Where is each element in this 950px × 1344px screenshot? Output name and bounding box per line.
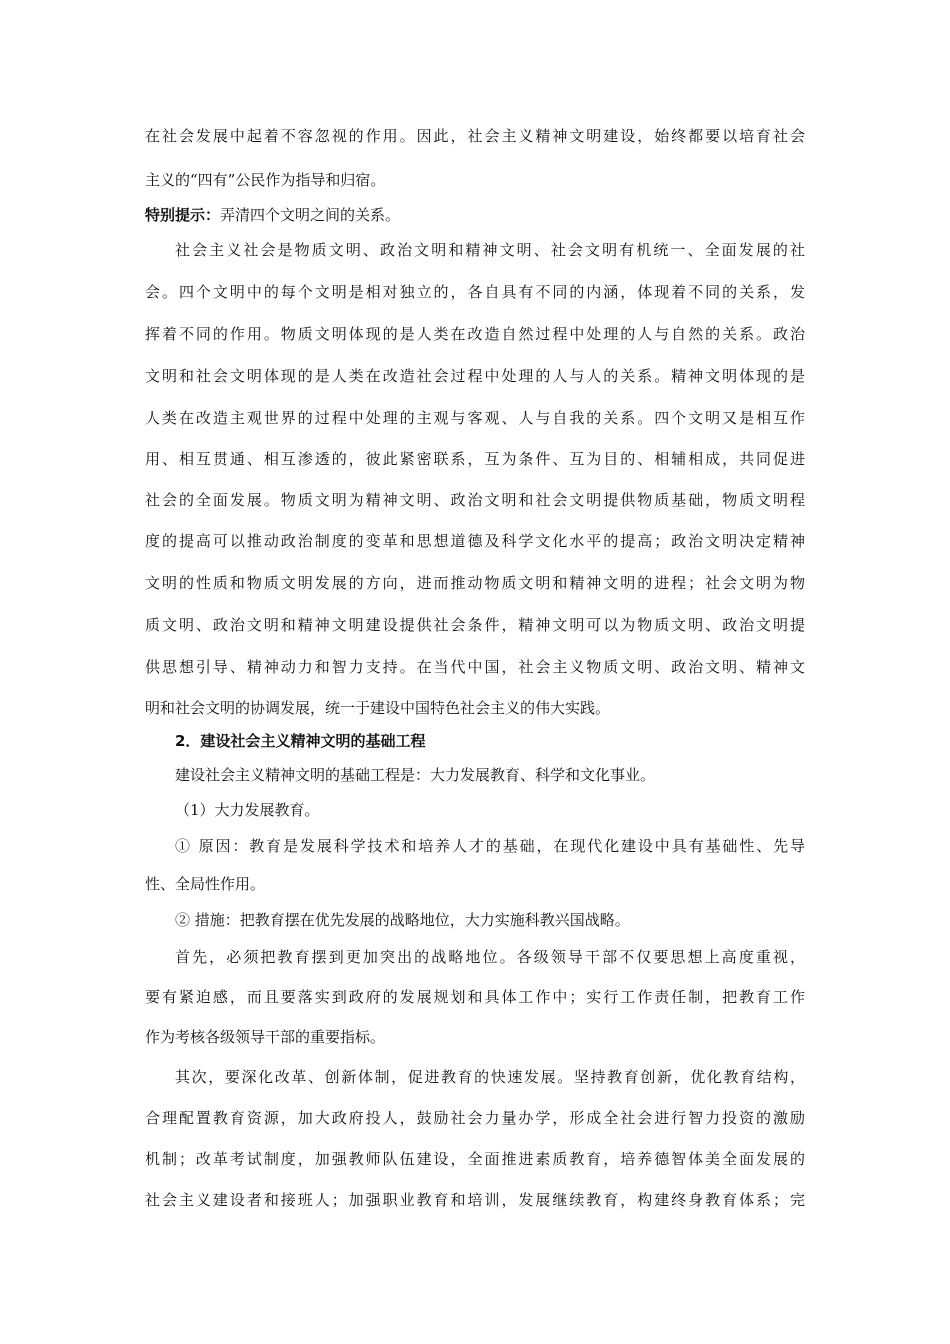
paragraph-line: 供思想引导、精神动力和智力支持。在当代中国，社会主义物质文明、政治文明、精神文: [145, 658, 805, 676]
paragraph-line: 社会主义建设者和接班人；加强职业教育和培训，发展继续教育，构建终身教育体系；完: [145, 1191, 805, 1209]
paragraph-line: 挥着不同的作用。物质文明体现的是人类在改造自然过程中处理的人与自然的关系。政治: [145, 325, 805, 343]
paragraph-line: 社会主义社会是物质文明、政治文明和精神文明、社会文明有机统一、全面发展的社: [175, 241, 805, 259]
paragraph-line: 建设社会主义精神文明的基础工程是：大力发展教育、科学和文化事业。: [175, 766, 656, 784]
paragraph-line: 明和社会文明的协调发展，统一于建设中国特色社会主义的伟大实践。: [145, 699, 611, 717]
paragraph-line: 用、相互贯通、相互渗透的，彼此紧密联系，互为条件、互为目的、相辅相成，共同促进: [145, 450, 805, 468]
paragraph-line: 人类在改造主观世界的过程中处理的主观与客观、人与自我的关系。四个文明又是相互作: [145, 409, 805, 427]
paragraph-line: 文明和社会文明体现的是人类在改造社会过程中处理的人与人的关系。精神文明体现的是: [145, 367, 805, 385]
paragraph-line: 性、全局性作用。: [145, 875, 266, 893]
paragraph-line: ② 措施：把教育摆在优先发展的战略地位，大力实施科教兴国战略。: [175, 911, 630, 929]
paragraph-line: 机制；改革考试制度，加强教师队伍建设，全面推进素质教育，培养德智体美全面发展的: [145, 1150, 805, 1168]
paragraph-line: 首先，必须把教育摆到更加突出的战略地位。各级领导干部不仅要思想上高度重视，: [175, 948, 805, 966]
section-heading: 2．建设社会主义精神文明的基础工程: [175, 732, 426, 750]
paragraph-line: ① 原因：教育是发展科学技术和培养人才的基础，在现代化建设中具有基础性、先导: [175, 837, 805, 855]
paragraph-line: 社会的全面发展。物质文明为精神文明、政治文明和社会文明提供物质基础，物质文明程: [145, 491, 805, 509]
paragraph-line: 要有紧迫感，而且要落实到政府的发展规划和具体工作中；实行工作责任制，把教育工作: [145, 988, 805, 1006]
tip-label: 特别提示：: [145, 206, 221, 224]
special-tip: [145, 205, 805, 225]
paragraph-line: 质文明、政治文明和精神文明建设提供社会条件，精神文明可以为物质文明、政治文明提: [145, 616, 805, 634]
list-item-heading: （1）大力发展教育。: [175, 801, 320, 819]
paragraph-line: 度的提高可以推动政治制度的变革和思想道德及科学文化水平的提高；政治文明决定精神: [145, 532, 805, 550]
tip-text: 弄清四个文明之间的关系。: [220, 206, 401, 224]
paragraph-line: 文明的性质和物质文明发展的方向，进而推动物质文明和精神文明的进程；社会文明为物: [145, 574, 805, 592]
paragraph-line: 其次，要深化改革、创新体制，促进教育的快速发展。坚持教育创新，优化教育结构，: [175, 1068, 805, 1086]
paragraph-line: 会。四个文明中的每个文明是相对独立的，各自具有不同的内涵，体现着不同的关系，发: [145, 283, 805, 301]
paragraph-line: 主义的“四有”公民作为指导和归宿。: [145, 171, 386, 189]
paragraph-line: 在社会发展中起着不容忽视的作用。因此，社会主义精神文明建设，始终都要以培育社会: [145, 127, 805, 145]
paragraph-line: 合理配置教育资源，加大政府投人，鼓励社会力量办学，形成全社会进行智力投资的激励: [145, 1109, 805, 1127]
paragraph-line: 作为考核各级领导干部的重要指标。: [145, 1028, 386, 1046]
